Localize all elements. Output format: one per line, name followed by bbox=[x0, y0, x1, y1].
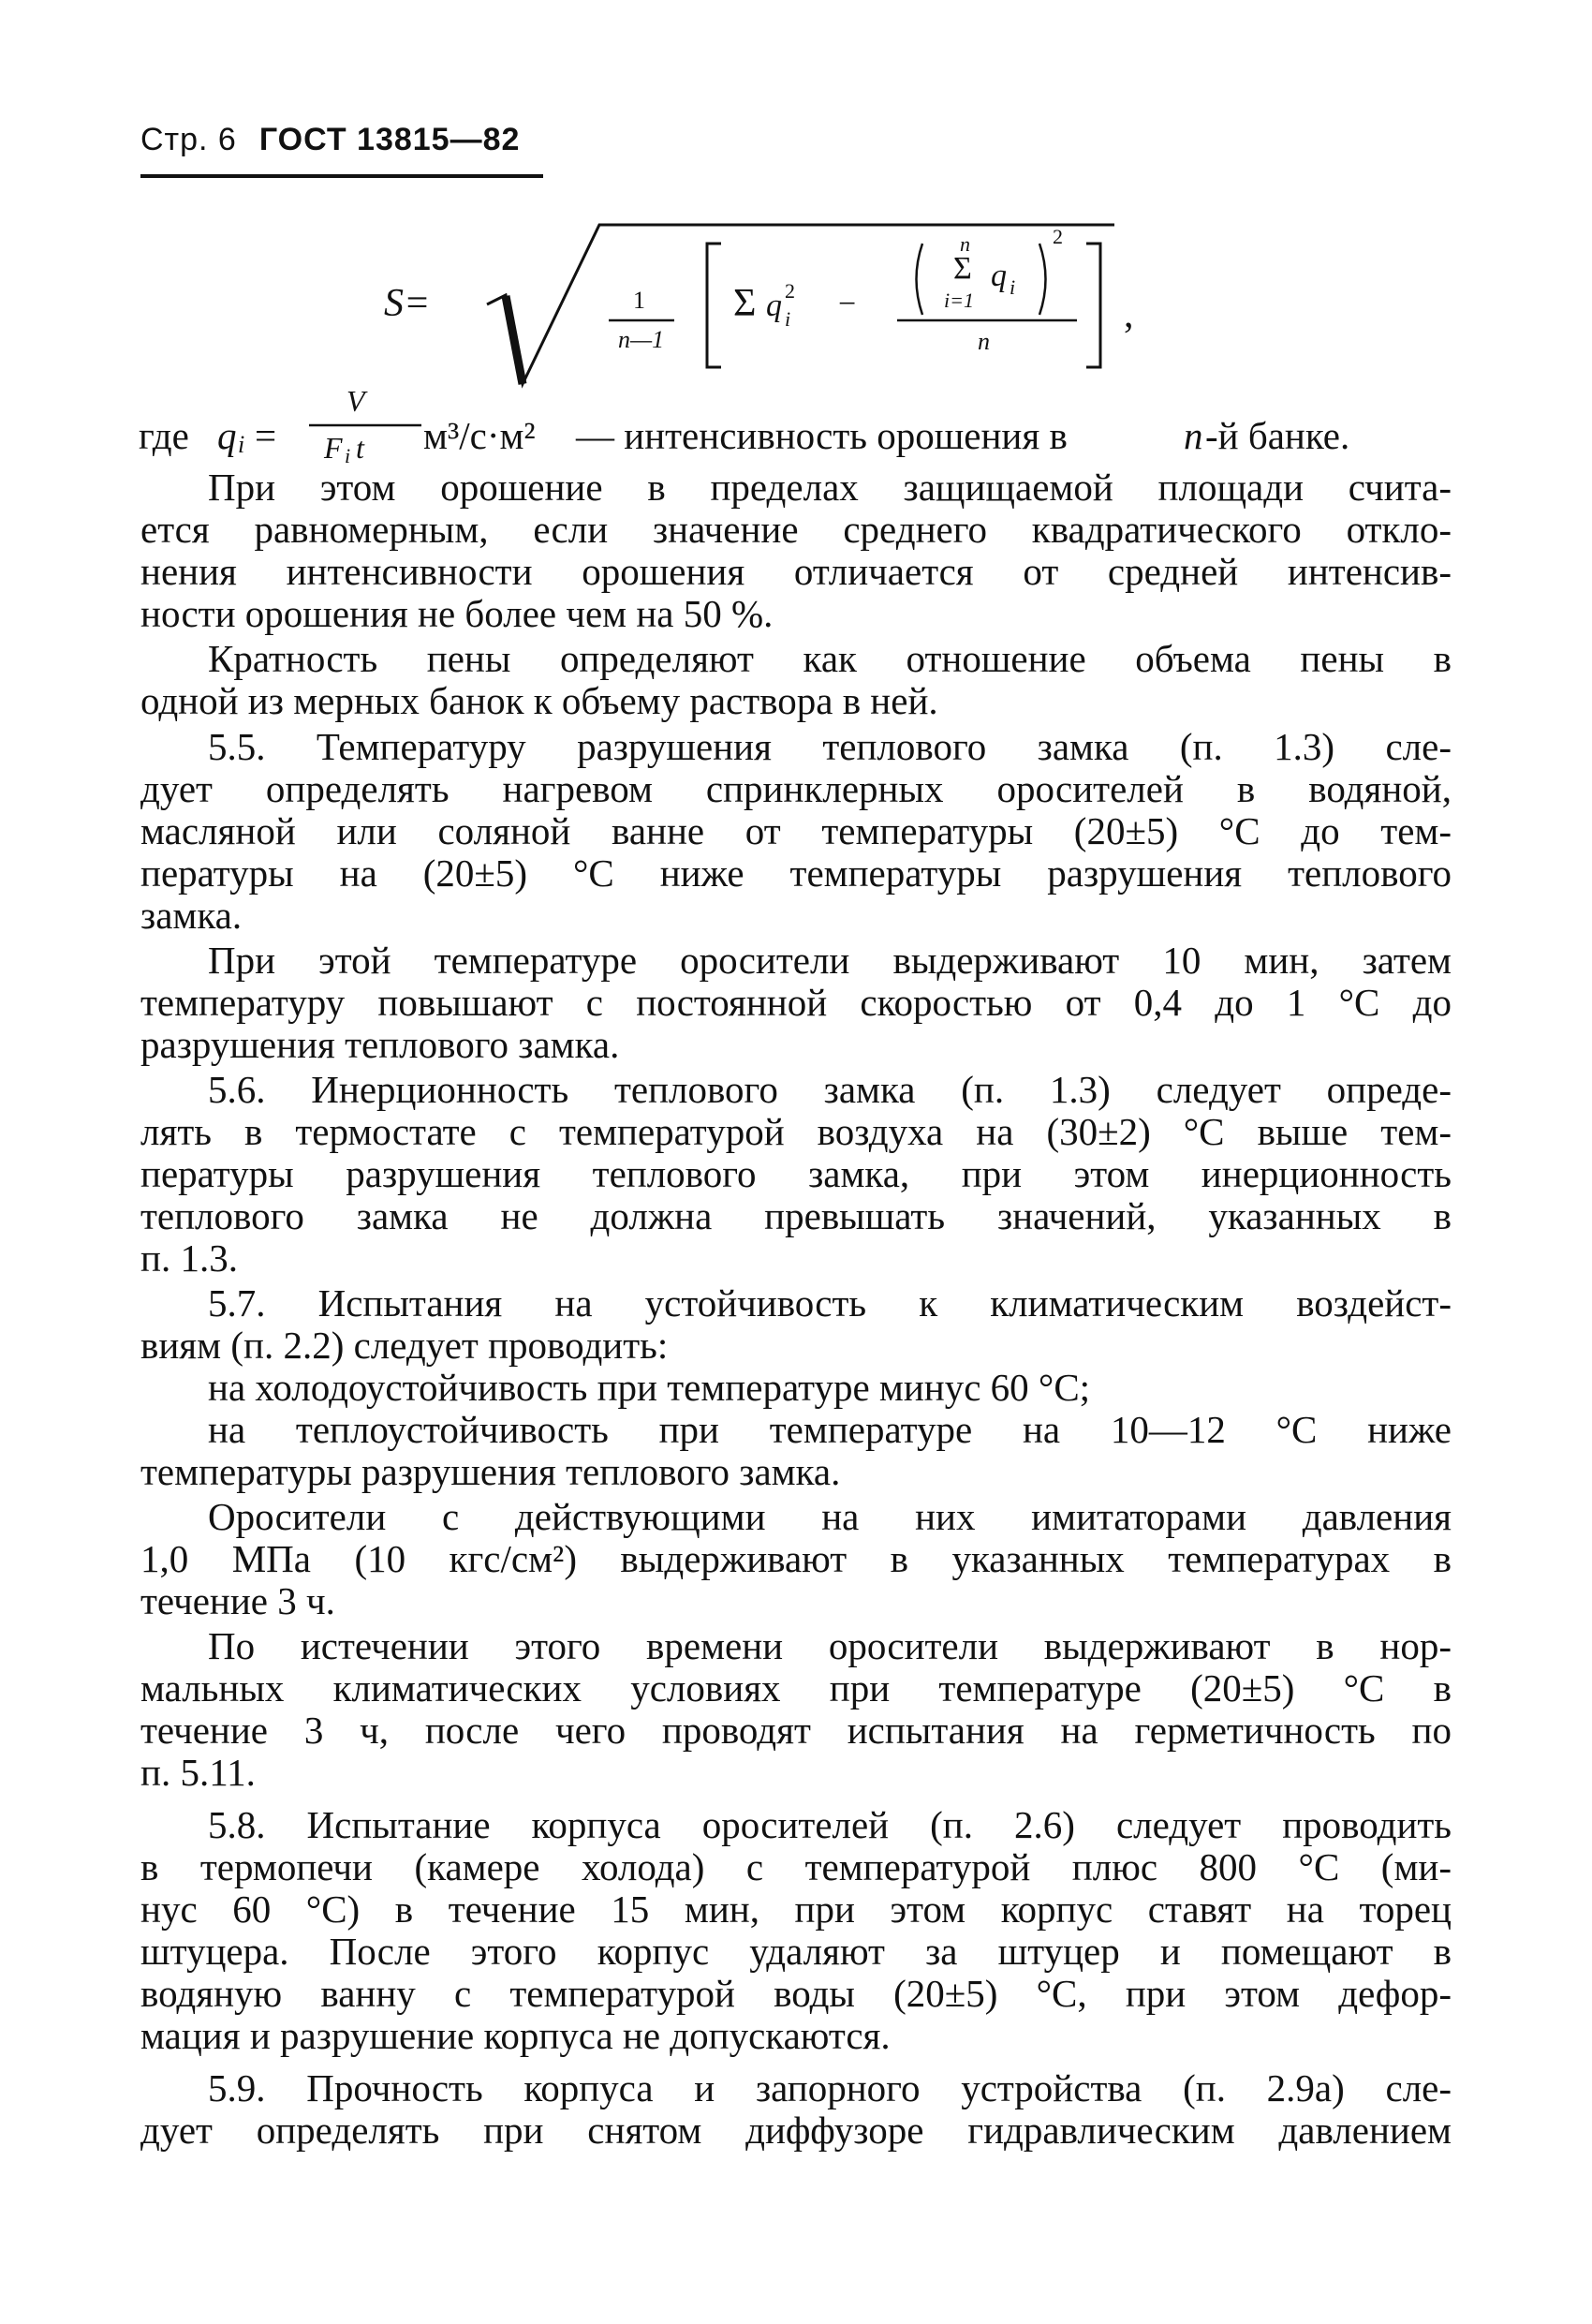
text-line: температуры разрушения теплового замка. bbox=[140, 1450, 841, 1493]
sum-sign: Σ bbox=[733, 282, 757, 325]
text-line: мация и разрушение корпуса не допускаются. bbox=[140, 2014, 891, 2057]
text-line: течение 3 ч, после чего проводят испытания на герметичность по bbox=[140, 1709, 1452, 1752]
formula-lhs: S= bbox=[384, 282, 431, 325]
text-line: виям (п. 2.2) следует проводить: bbox=[140, 1324, 669, 1367]
text-line: 5.6. Инерционность теплового замка (п. 1.3) следует опреде- bbox=[208, 1068, 1452, 1111]
text-line: в термопечи (камере холода) с температурой плюс 800 °С (ми- bbox=[140, 1845, 1452, 1888]
text-line: пературы разрушения теплового замка, при этом инерционность bbox=[140, 1152, 1452, 1195]
page-number: Стр. 6 bbox=[140, 122, 237, 157]
text-line: температуру повышают с постоянной скоростью от 0,4 до 1 °С до bbox=[140, 981, 1452, 1024]
text-line: 5.7. Испытания на устойчивость к климатическим воздейст- bbox=[208, 1281, 1452, 1325]
text-line: лять в термостате с температурой воздуха на (30±2) °С выше тем- bbox=[140, 1110, 1452, 1153]
text-line: на теплоустойчивость при температуре на 10—12 °С ниже bbox=[208, 1408, 1452, 1451]
where-q-sub: i bbox=[238, 431, 245, 458]
where-rest: — интенсивность орошения в bbox=[576, 414, 1068, 457]
text-line: дует определять при снятом диффузоре гидравлическим давлением bbox=[140, 2109, 1452, 2152]
where-den-sub: i bbox=[345, 444, 351, 467]
inner-sum-sub: i=1 bbox=[944, 289, 974, 312]
sum-q: q bbox=[766, 289, 782, 323]
frac-denominator: n—1 bbox=[618, 326, 665, 353]
header-rule bbox=[140, 174, 543, 178]
inner-sum-sign: Σ bbox=[953, 251, 972, 286]
where-fraction-bar bbox=[309, 423, 421, 427]
text-line: 5.8. Испытание корпуса оросителей (п. 2.6) следует проводить bbox=[208, 1803, 1452, 1846]
text-line: разрушения теплового замка. bbox=[140, 1023, 620, 1066]
inner-sum-top: n bbox=[960, 232, 970, 256]
text-line: дует определять нагревом спринклерных оросителей в водяной, bbox=[140, 767, 1452, 810]
inner-power: 2 bbox=[1053, 225, 1063, 248]
standard-id: ГОСТ 13815—82 bbox=[258, 122, 521, 157]
where-q: q bbox=[217, 414, 237, 457]
text-line: течение 3 ч. bbox=[140, 1579, 335, 1622]
text-line: нения интенсивности орошения отличается от средней интенсив- bbox=[140, 550, 1452, 593]
text-line: на холодоустойчивость при температуре минус 60 °С; bbox=[208, 1366, 1091, 1409]
where-n: n bbox=[1184, 414, 1203, 457]
text-line: Оросители с действующими на них имитаторами давления bbox=[208, 1495, 1452, 1538]
text-line: 1,0 МПа (10 кгс/см²) выдерживают в указанных температурах в bbox=[140, 1537, 1452, 1580]
page-header bbox=[140, 122, 520, 158]
inner-denominator: n bbox=[978, 328, 990, 355]
minus-sign: − bbox=[838, 287, 857, 321]
where-eq: = bbox=[255, 414, 277, 457]
text-line: ется равномерным, если значение среднего квадратического откло- bbox=[140, 508, 1452, 551]
where-end: -й банке. bbox=[1205, 414, 1350, 457]
text-line: При этом орошение в пределах защищаемой площади счита- bbox=[208, 466, 1452, 509]
frac-numerator: 1 bbox=[633, 287, 645, 314]
sum-q-sup: 2 bbox=[785, 279, 795, 303]
inner-q: q bbox=[991, 259, 1007, 293]
text-line: мальных климатических условиях при температуре (20±5) °С в bbox=[140, 1666, 1452, 1710]
text-line: теплового замка не должна превышать значений, указанных в bbox=[140, 1194, 1452, 1237]
text-line: 5.9. Прочность корпуса и запорного устройства (п. 2.9а) сле- bbox=[208, 2066, 1452, 2109]
text-line: ности орошения не более чем на 50 %. bbox=[140, 592, 774, 635]
sum-q-sub: i bbox=[785, 307, 791, 331]
radical-sign bbox=[0, 206, 1592, 393]
text-line: 5.5. Температуру разрушения теплового замка (п. 1.3) сле- bbox=[208, 725, 1452, 768]
text-line: п. 5.11. bbox=[140, 1751, 256, 1794]
where-den: F bbox=[324, 431, 343, 465]
text-line: масляной или соляной ванне от температуры (20±5) °С до тем- bbox=[140, 809, 1452, 852]
text-line: одной из мерных банок к объему раствора в ней. bbox=[140, 679, 938, 722]
text-line: нус 60 °С) в течение 15 мин, при этом корпус ставят на торец bbox=[140, 1887, 1452, 1931]
text-line: замка. bbox=[140, 894, 243, 937]
std-deviation-formula bbox=[0, 206, 1592, 393]
formula-comma: , bbox=[1124, 293, 1134, 336]
text-line: пературы на (20±5) °С ниже температуры разрушения теплового bbox=[140, 851, 1452, 895]
where-den-t: t bbox=[356, 431, 364, 465]
text-line: п. 1.3. bbox=[140, 1236, 238, 1280]
text-line: водяную ванну с температурой воды (20±5) °С, при этом дефор- bbox=[140, 1972, 1452, 2015]
where-num: V bbox=[346, 384, 365, 418]
text-line: По истечении этого времени оросители выдерживают в нор- bbox=[208, 1624, 1452, 1667]
text-line: При этой температуре оросители выдерживают 10 мин, затем bbox=[208, 939, 1452, 982]
inner-q-sub: i bbox=[1010, 275, 1016, 299]
text-line: штуцера. После этого корпус удаляют за штуцер и помещают в bbox=[140, 1930, 1452, 1973]
where-unit: м³/с·м² bbox=[423, 414, 536, 457]
where-prefix: где bbox=[139, 414, 189, 457]
text-line: Кратность пены определяют как отношение объема пены в bbox=[208, 637, 1452, 680]
